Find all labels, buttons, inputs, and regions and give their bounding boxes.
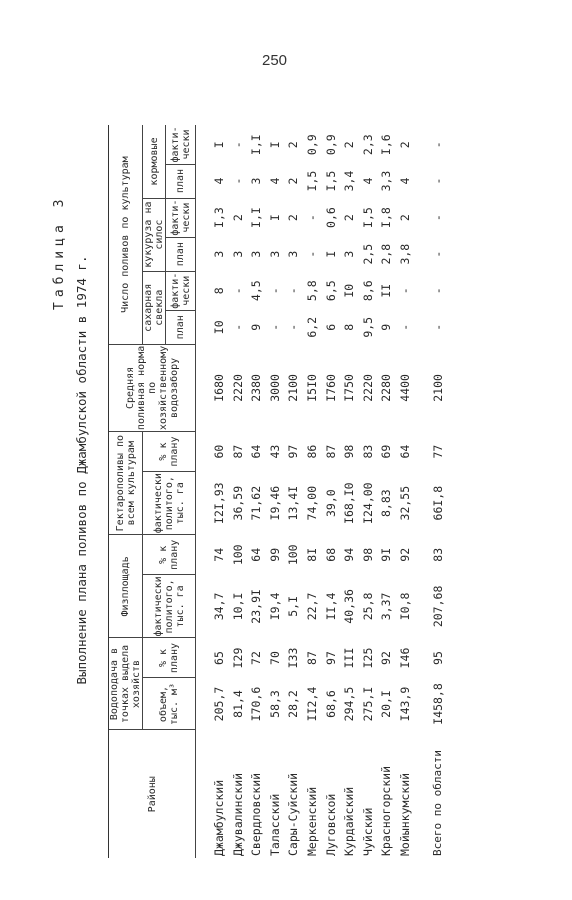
cell-hectare: 8,83 [379, 489, 394, 518]
cell-hectare-pct: 64 [249, 444, 264, 459]
cell-sb-actual: 8 [212, 287, 226, 295]
table-row [284, 125, 303, 858]
cell-cs-plan: - [304, 250, 319, 258]
cell-cs-actual: I,5 [360, 207, 375, 228]
header-corn-silage: кукуруза на силос [143, 198, 166, 271]
cell-cs-actual: - [430, 214, 445, 222]
cell-fd-actual: 0,9 [323, 134, 338, 156]
cell-sb-plan: 9 [379, 323, 394, 331]
cell-cs-actual: I [267, 214, 282, 222]
cell-volume: 20,I [379, 690, 394, 718]
cell-norm: 3000 [267, 374, 282, 402]
cell-cs-actual: I,3 [212, 207, 226, 228]
cell-volume: 294,5 [342, 686, 357, 722]
cell-area-pct: 9I [379, 547, 394, 562]
cell-area-pct: 83 [430, 547, 445, 562]
header-num-polivs: Число поливов по культурам [109, 125, 143, 344]
cell-fd-actual: I,I [249, 134, 264, 156]
header-cs-plan: план [166, 237, 196, 271]
cell-volume-pct: 97 [323, 651, 338, 665]
cell-hectare-pct: 64 [397, 444, 412, 459]
cell-cs-actual: 0,6 [323, 207, 338, 228]
cell-hectare-pct: 43 [267, 444, 282, 459]
cell-fd-plan: 3,3 [379, 170, 394, 192]
table-row [210, 125, 229, 858]
header-water-volume: объем, тыс. м³ [143, 678, 196, 730]
cell-region: Свердловский [249, 772, 264, 856]
cell-hectare: I68,I0 [342, 482, 357, 524]
cell-volume-pct: 70 [267, 651, 282, 665]
cell-volume-pct: I33 [286, 647, 301, 669]
cell-region: Таласский [267, 793, 282, 856]
cell-sb-plan: 9,5 [360, 316, 375, 338]
table-row [377, 125, 396, 858]
cell-volume-pct: 72 [249, 651, 264, 665]
cell-cs-actual: - [304, 214, 319, 222]
cell-fd-plan: - [430, 177, 445, 185]
cell-sb-actual: 6,5 [323, 280, 338, 302]
table-row-total [429, 125, 450, 858]
cell-cs-plan: 3,8 [397, 243, 412, 265]
cell-area-pct: 100 [230, 544, 245, 566]
cell-hectare-pct: 69 [379, 444, 394, 459]
cell-hectare: 39,0 [323, 489, 338, 518]
cell-cs-plan: 2,8 [379, 243, 394, 265]
table-row [340, 125, 359, 858]
cell-fd-plan: I,5 [323, 170, 338, 192]
cell-cs-plan: 3 [342, 250, 357, 258]
cell-cs-plan: - [430, 250, 445, 258]
cell-volume-pct: 87 [304, 651, 319, 665]
cell-volume: 68,6 [323, 690, 338, 718]
cell-fd-actual: I [212, 141, 226, 149]
cell-cs-actual: I,I [249, 207, 264, 228]
cell-area: 34,7 [212, 592, 226, 621]
cell-norm: 2380 [249, 374, 264, 402]
cell-cs-actual: 2 [342, 214, 357, 222]
cell-region: Чуйский [360, 807, 375, 856]
cell-volume: I43,9 [397, 686, 412, 722]
cell-cs-plan: 3 [212, 250, 226, 258]
cell-cs-plan: 3 [249, 250, 264, 258]
cell-volume-pct: I25 [360, 647, 375, 669]
cell-hectare-pct: 87 [230, 444, 245, 459]
table-body [196, 125, 450, 858]
header-sugar-beet: сахарная свекла [143, 271, 166, 344]
cell-hectare-pct: 86 [304, 444, 319, 459]
cell-fd-plan: 4 [397, 177, 412, 185]
cell-area-pct: 74 [212, 547, 226, 562]
irrigation-table [108, 125, 449, 858]
cell-norm: I5I0 [304, 374, 319, 402]
cell-fd-plan: 4 [212, 177, 226, 185]
cell-region: Сары-Суйский [286, 772, 301, 856]
cell-volume-pct: I46 [397, 647, 412, 669]
cell-region: Джувалинский [230, 772, 245, 856]
header-hectare-polivs: Гектарополивы по всем культурам [109, 432, 143, 535]
header-fd-actual: факти-чески [166, 125, 196, 164]
cell-fd-plan: 4 [267, 177, 282, 185]
cell-fd-plan: 3,4 [342, 170, 357, 192]
cell-cs-plan: I [323, 250, 338, 258]
rotated-table-page [50, 60, 550, 880]
cell-fd-plan: - [230, 177, 245, 185]
table-title: Выполнение плана поливов по Джамбулской области в 1974 г. [74, 255, 89, 685]
cell-sb-plan: 6,2 [304, 316, 319, 338]
cell-volume: 81,4 [230, 690, 245, 718]
cell-norm: 2280 [379, 374, 394, 402]
cell-area: 10,I [230, 592, 245, 621]
header-ha-actual: фактически политого, тыс. га [143, 472, 196, 535]
header-cs-actual: факти-чески [166, 198, 196, 237]
cell-area-pct: 94 [342, 547, 357, 562]
cell-cs-actual: 2 [230, 214, 245, 222]
cell-sb-actual: 8,6 [360, 280, 375, 302]
cell-fd-plan: 4 [360, 177, 375, 185]
cell-fd-plan: I,5 [304, 170, 319, 192]
cell-sb-plan: - [430, 323, 445, 331]
cell-volume: II2,4 [304, 686, 319, 722]
cell-region: Меркенский [304, 786, 319, 856]
header-ha-pct: % к плану [143, 432, 196, 472]
cell-norm: 4400 [397, 374, 412, 402]
cell-fd-actual: I,6 [379, 134, 394, 156]
cell-volume: 275,I [360, 686, 375, 722]
cell-sb-plan: I0 [212, 320, 226, 335]
header-water-pct: % к плану [143, 638, 196, 678]
cell-area: I9,4 [267, 592, 282, 621]
cell-area: 40,36 [342, 589, 357, 624]
cell-hectare: I24,00 [360, 482, 375, 524]
cell-fd-plan: 2 [286, 177, 301, 185]
cell-fd-actual: 2 [286, 141, 301, 149]
cell-region: Мойынкумский [397, 772, 412, 856]
cell-hectare-pct: 83 [360, 444, 375, 459]
cell-area-pct: 68 [323, 547, 338, 562]
cell-area: 23,9I [249, 589, 264, 624]
header-fodder: кормовые [143, 125, 166, 198]
cell-volume: I458,8 [430, 683, 445, 725]
cell-norm: 2220 [360, 374, 375, 402]
cell-region: Красногорский [379, 765, 394, 856]
cell-area-pct: 99 [267, 547, 282, 562]
table-row [229, 125, 248, 858]
cell-area-pct: 64 [249, 547, 264, 562]
cell-area-pct: 92 [397, 547, 412, 562]
cell-norm: 2100 [430, 374, 445, 402]
table-header [109, 125, 196, 858]
cell-sb-plan: 6 [323, 323, 338, 331]
cell-region-total: Всего по области [430, 750, 444, 856]
header-sb-actual: факти-чески [166, 271, 196, 310]
cell-cs-plan: 3 [267, 250, 282, 258]
cell-sb-actual: - [286, 287, 301, 295]
cell-sb-plan: - [397, 323, 412, 331]
cell-volume-pct: 95 [430, 651, 445, 665]
header-fd-plan: план [166, 164, 196, 198]
table-row [266, 125, 285, 858]
cell-area: 3,37 [379, 592, 394, 621]
cell-sb-plan: - [286, 323, 301, 331]
cell-area: 22,7 [304, 592, 319, 621]
cell-volume-pct: 65 [212, 651, 226, 665]
cell-norm: 2220 [230, 374, 245, 402]
cell-area-pct: 98 [360, 547, 375, 562]
cell-fd-actual: I [267, 141, 282, 149]
header-area-pct: % к плану [143, 535, 196, 575]
cell-hectare: 36,59 [230, 485, 245, 521]
cell-fd-actual: 2 [397, 141, 412, 149]
cell-hectare: 66I,8 [430, 485, 445, 521]
header-water-supply: Водоподача в точках выдела хозяйств [109, 638, 143, 730]
cell-sb-actual: 5,8 [304, 280, 319, 302]
cell-sb-plan: 9 [249, 323, 264, 331]
header-area-actual: фактически политого, тыс. га [143, 575, 196, 638]
cell-cs-plan: 2,5 [360, 243, 375, 265]
cell-cs-plan: 3 [286, 250, 301, 258]
cell-sb-plan: - [267, 323, 282, 331]
cell-area: I0,8 [397, 592, 412, 621]
cell-sb-plan: - [230, 323, 245, 331]
cell-volume: I70,6 [249, 686, 264, 722]
cell-sb-actual: I0 [342, 283, 357, 298]
cell-hectare: 74,00 [304, 485, 319, 521]
cell-region: Луговской [323, 793, 338, 856]
cell-sb-actual: - [230, 287, 245, 295]
table-row [303, 125, 322, 858]
cell-hectare: I2I,93 [212, 482, 226, 524]
cell-fd-plan: 3 [249, 177, 264, 185]
cell-hectare-pct: 60 [212, 444, 226, 459]
cell-area-pct: 100 [286, 544, 301, 566]
cell-norm: I760 [323, 374, 338, 402]
cell-area: II,4 [323, 592, 338, 621]
cell-volume-pct: I29 [230, 647, 245, 669]
cell-hectare: 13,4I [286, 485, 301, 521]
cell-volume-pct: 92 [379, 651, 394, 665]
cell-norm: I680 [212, 374, 226, 402]
cell-fd-actual: 2 [342, 141, 357, 149]
cell-area-pct: 8I [304, 547, 319, 562]
table-row [322, 125, 341, 858]
table-row [396, 125, 415, 858]
cell-sb-plan: 8 [342, 323, 357, 331]
cell-volume: 205,7 [212, 686, 226, 722]
cell-hectare: 32,55 [397, 485, 412, 521]
cell-hectare: 71,62 [249, 485, 264, 521]
cell-fd-actual: 0,9 [304, 134, 319, 156]
cell-cs-plan: 3 [230, 250, 245, 258]
cell-cs-actual: 2 [397, 214, 412, 222]
cell-hectare-pct: 97 [286, 444, 301, 459]
cell-sb-actual: II [379, 283, 394, 298]
cell-norm: I750 [342, 374, 357, 402]
cell-norm: 2100 [286, 374, 301, 402]
header-sb-plan: план [166, 310, 196, 344]
table-row [247, 125, 266, 858]
cell-sb-actual: 4,5 [249, 280, 264, 302]
cell-area: 5,I [286, 596, 301, 617]
header-regions: Районы [109, 730, 196, 858]
header-phys-area: Физплощадь [109, 535, 143, 638]
cell-sb-actual: - [267, 287, 282, 295]
cell-sb-actual: - [430, 287, 445, 295]
cell-fd-actual: 2,3 [360, 134, 375, 156]
header-avg-norm: Средняя поливная норма по хозяйственному водозабору [109, 344, 196, 431]
cell-cs-actual: I,8 [379, 207, 394, 228]
cell-hectare-pct: 98 [342, 444, 357, 459]
cell-region: Джамбулский [212, 779, 226, 856]
cell-hectare-pct: 77 [430, 444, 445, 459]
page-number: 250 [262, 52, 288, 69]
cell-region: Курдайский [342, 786, 357, 856]
cell-cs-actual: 2 [286, 214, 301, 222]
table-label: Таблица 3 [52, 194, 67, 310]
cell-volume: 58,3 [267, 690, 282, 718]
table-row [359, 125, 378, 858]
cell-fd-actual: - [430, 141, 445, 149]
cell-hectare-pct: 87 [323, 444, 338, 459]
cell-fd-actual: - [230, 141, 245, 149]
cell-sb-actual: - [397, 287, 412, 295]
cell-volume: 28,2 [286, 690, 301, 718]
cell-area: 207,68 [430, 585, 445, 628]
cell-area: 25,8 [360, 592, 375, 621]
cell-hectare: I9,46 [267, 485, 282, 521]
cell-volume-pct: III [342, 647, 357, 669]
